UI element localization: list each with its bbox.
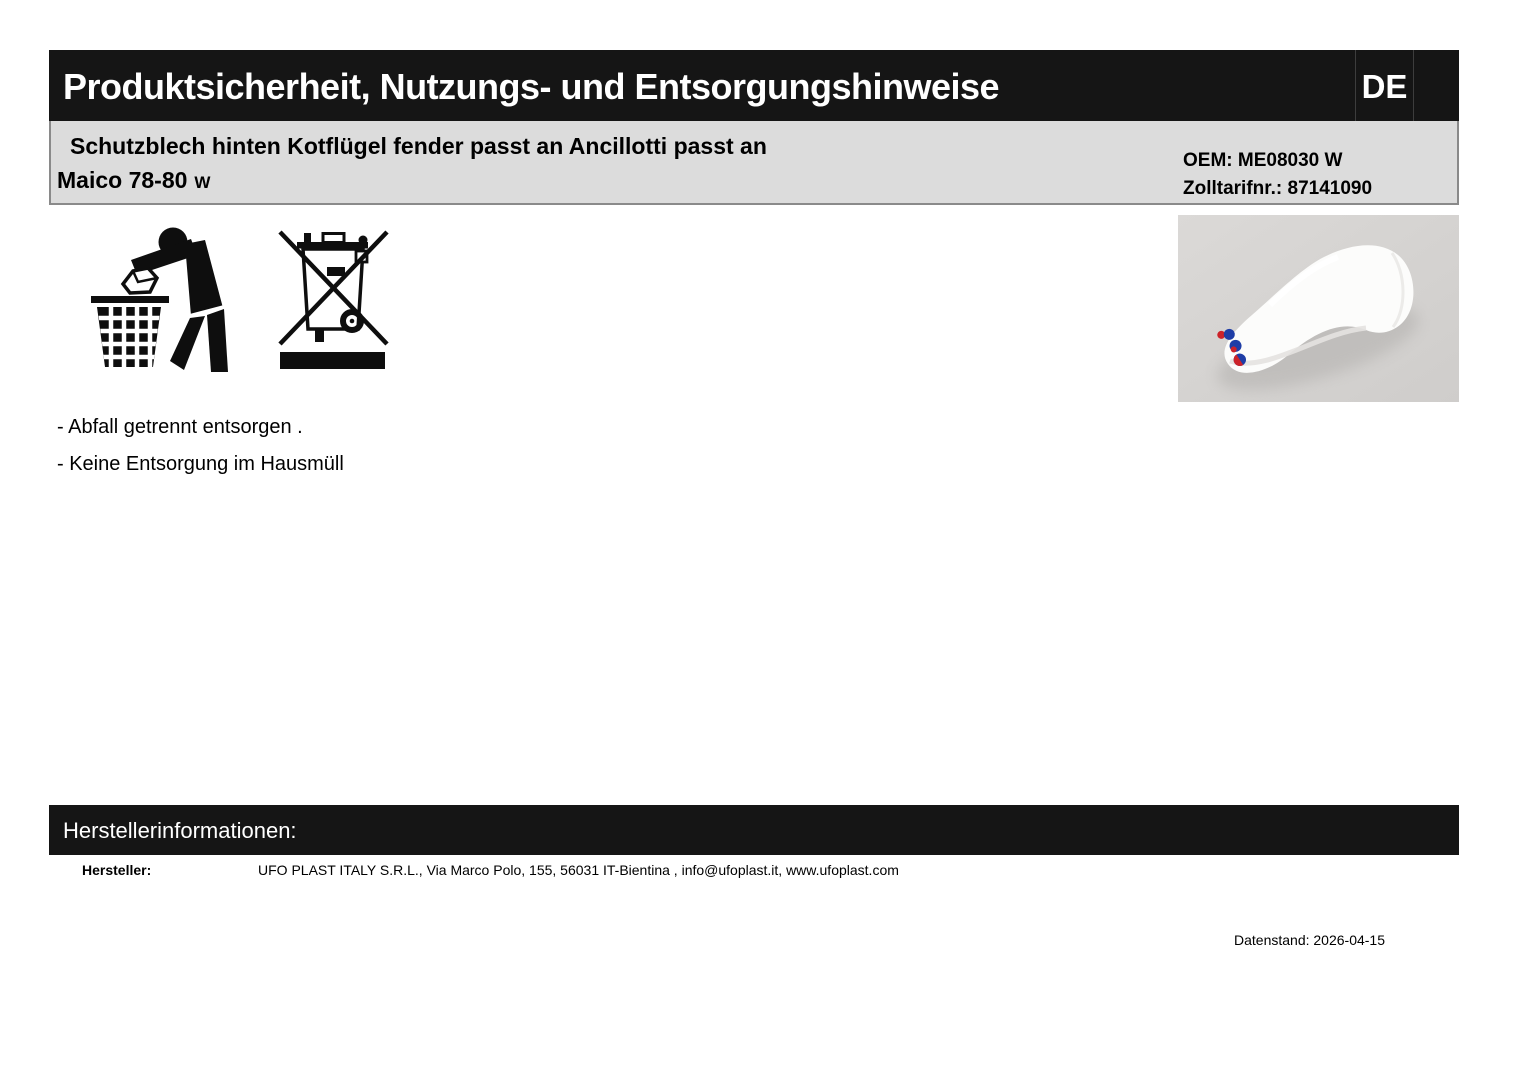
bin-handle	[323, 234, 344, 243]
header-bar	[49, 50, 1459, 121]
tariff-number: Zolltarifnr.: 87141090	[1183, 178, 1373, 199]
weee-black-bar	[280, 352, 385, 369]
page-title: Produktsicherheit, Nutzungs- und Entsorgungshinweise	[63, 66, 1000, 107]
disposal-note-2: - Keine Entsorgung im Hausmüll	[57, 453, 344, 475]
bin-label	[327, 267, 345, 276]
oem-number: OEM: ME08030 W	[1183, 150, 1343, 171]
bin-lid-latch	[304, 233, 311, 242]
basket-rim	[91, 296, 169, 303]
product-photo	[1178, 215, 1459, 402]
manufacturer-section-bar	[49, 805, 1459, 855]
tidyman-right-leg	[207, 309, 228, 372]
manufacturer-section-heading: Herstellerinformationen:	[63, 818, 297, 843]
bin-lid-hinge	[359, 236, 368, 245]
product-color-code: W	[194, 173, 211, 192]
tidyman-left-leg	[170, 316, 205, 370]
manufacturer-label: Hersteller:	[82, 862, 152, 878]
data-status-date: Datenstand: 2026-04-15	[1234, 932, 1385, 948]
disposal-note-1: - Abfall getrennt entsorgen .	[57, 416, 303, 438]
product-title-bar	[49, 121, 1459, 205]
bin-wheel-hub	[350, 319, 355, 324]
manufacturer-value: UFO PLAST ITALY S.R.L., Via Marco Polo, 155, 56031 IT-Bientina , info@ufoplast.it, www.ufoplast.com	[258, 862, 899, 878]
oem-info	[1183, 147, 1372, 203]
bin-foot	[315, 329, 324, 342]
tidyman-torso	[185, 240, 223, 316]
weee-crossed-bin-icon	[277, 229, 390, 372]
product-name-line2-text: Maico 78-80	[57, 167, 188, 193]
tidyman-dispose-icon	[90, 226, 232, 374]
disposal-notes	[57, 409, 344, 483]
product-name-line1: Schutzblech hinten Kotflügel fender passt an Ancillotti passt an	[70, 133, 767, 159]
language-badge: DE	[1355, 50, 1414, 121]
